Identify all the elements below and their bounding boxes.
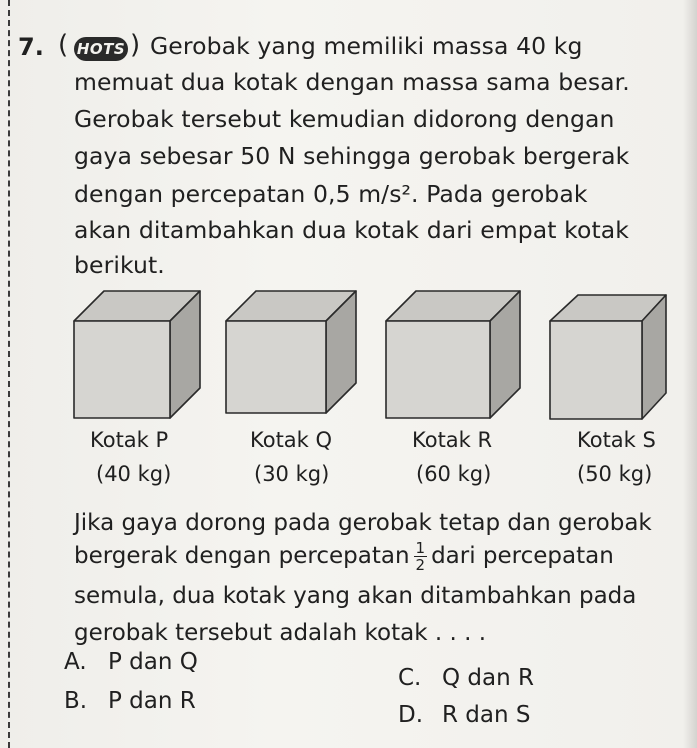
prompt-line-3: semula, dua kotak yang akan ditambahkan pada bbox=[74, 583, 637, 609]
box-s-drawing bbox=[550, 295, 666, 419]
option-a[interactable] bbox=[64, 649, 198, 675]
prompt-line-2 bbox=[74, 540, 614, 573]
box-p-mass: (40 kg) bbox=[96, 462, 172, 486]
option-c-letter: C. bbox=[398, 665, 422, 691]
option-c[interactable] bbox=[398, 665, 534, 691]
question-number: 7. bbox=[18, 33, 44, 61]
badge-open-paren: ( bbox=[58, 30, 69, 60]
option-b-letter: B. bbox=[64, 688, 88, 714]
option-b-text: P dan R bbox=[108, 688, 196, 714]
box-q-drawing bbox=[226, 291, 356, 413]
fraction-denominator: 2 bbox=[415, 556, 426, 574]
hots-badge: HOTS bbox=[74, 37, 128, 61]
box-p-name: Kotak P bbox=[90, 428, 169, 452]
prompt-line-2-end: dari percepatan bbox=[431, 543, 614, 569]
option-a-letter: A. bbox=[64, 649, 87, 675]
question-line-3: Gerobak tersebut kemudian didorong dengan bbox=[74, 105, 615, 133]
box-r-drawing bbox=[386, 291, 520, 418]
box-q-mass: (30 kg) bbox=[254, 462, 330, 486]
box-p-drawing bbox=[74, 291, 200, 418]
question-line-7: berikut. bbox=[74, 251, 165, 279]
option-a-text: P dan Q bbox=[108, 649, 198, 675]
option-c-text: Q dan R bbox=[442, 665, 534, 691]
question-line-5: dengan percepatan 0,5 m/s². Pada gerobak bbox=[74, 180, 588, 208]
prompt-line-4: gerobak tersebut adalah kotak . . . . bbox=[74, 620, 487, 646]
box-s-mass: (50 kg) bbox=[577, 462, 653, 486]
fraction-numerator: 1 bbox=[415, 539, 426, 557]
box-q-name: Kotak Q bbox=[250, 428, 333, 452]
option-b[interactable] bbox=[64, 688, 196, 714]
option-d-text: R dan S bbox=[442, 702, 531, 728]
boxes-illustration bbox=[60, 285, 680, 425]
page-edge-shadow bbox=[683, 0, 697, 748]
prompt-line-2-start: bergerak dengan percepatan bbox=[74, 543, 410, 569]
box-r-mass: (60 kg) bbox=[416, 462, 492, 486]
option-d-letter: D. bbox=[398, 702, 424, 728]
question-line-4: gaya sebesar 50 N sehingga gerobak bergerak bbox=[74, 142, 630, 170]
dashed-margin-line bbox=[8, 0, 10, 748]
question-line-6: akan ditambahkan dua kotak dari empat kotak bbox=[74, 216, 630, 244]
box-s-name: Kotak S bbox=[577, 428, 656, 452]
option-d[interactable] bbox=[398, 702, 530, 728]
question-line-2: memuat dua kotak dengan massa sama besar. bbox=[74, 68, 630, 96]
question-line-1: Gerobak yang memiliki massa 40 kg bbox=[150, 32, 583, 60]
fraction-one-half bbox=[414, 540, 428, 573]
badge-close-paren: ) bbox=[130, 30, 141, 60]
prompt-line-1: Jika gaya dorong pada gerobak tetap dan gerobak bbox=[74, 510, 652, 536]
box-r-name: Kotak R bbox=[412, 428, 493, 452]
